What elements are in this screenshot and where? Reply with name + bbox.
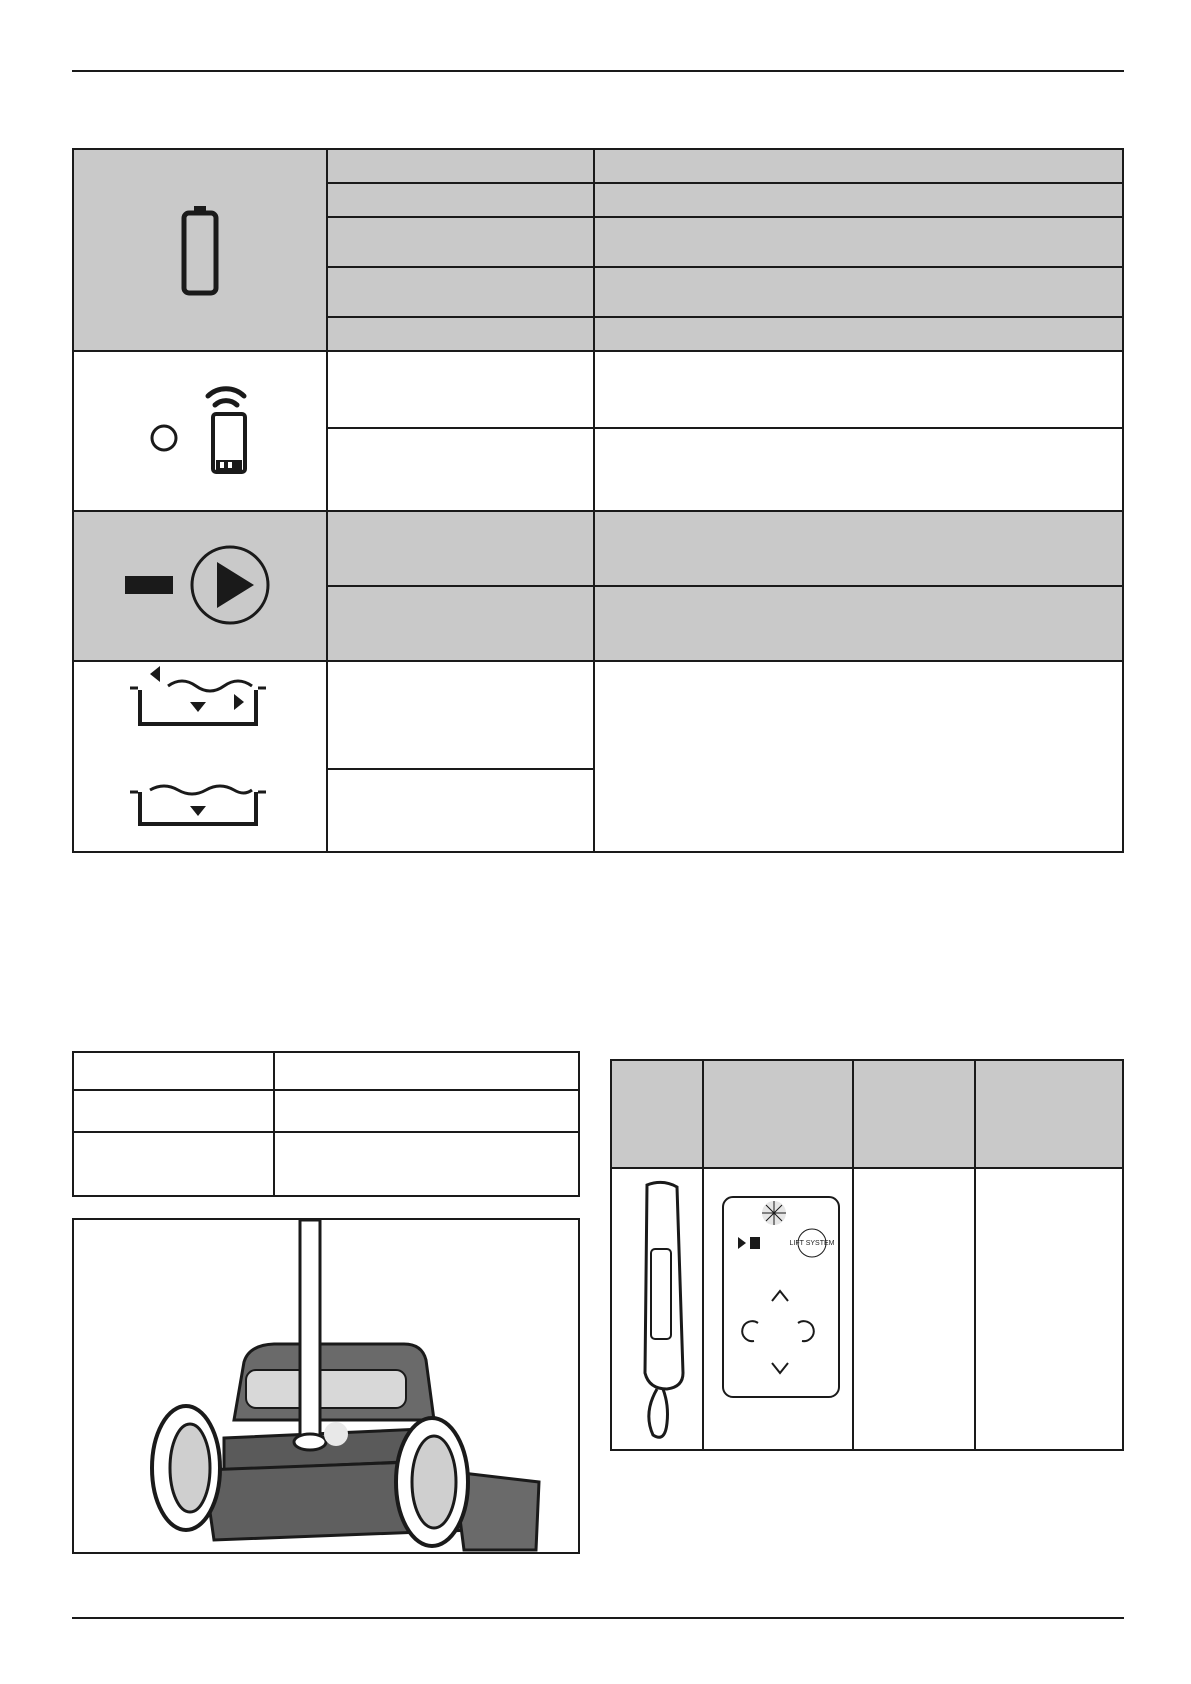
smartphone-icon-cell — [73, 351, 327, 511]
remote-header-4 — [975, 1060, 1123, 1168]
pool-waterline-icon — [120, 662, 280, 832]
play-state-1 — [327, 511, 594, 586]
battery-state-1 — [327, 149, 594, 183]
spec-table — [72, 1051, 580, 1197]
battery-icon — [170, 200, 230, 300]
waterline-icon-cell — [73, 661, 327, 852]
smartphone-wifi-icon — [120, 376, 280, 486]
battery-state-5 — [327, 317, 594, 351]
spec-value-3 — [274, 1132, 579, 1196]
play-state-2 — [327, 586, 594, 661]
spec-label-1 — [73, 1052, 274, 1090]
remote-header-3 — [853, 1060, 975, 1168]
play-icon-cell — [73, 511, 327, 661]
robot-handle-illustration — [72, 1218, 580, 1554]
remote-device-icon — [613, 1173, 701, 1445]
connect-desc-1 — [594, 351, 1123, 428]
mode-state-1 — [327, 661, 594, 769]
play-desc-2 — [594, 586, 1123, 661]
remote-control-table — [610, 1059, 1124, 1451]
connect-state-2 — [327, 428, 594, 511]
battery-desc-2 — [594, 183, 1123, 217]
remote-keypad-icon — [708, 1173, 848, 1445]
battery-desc-5 — [594, 317, 1123, 351]
battery-desc-4 — [594, 267, 1123, 317]
battery-icon-cell — [73, 149, 327, 351]
battery-desc-3 — [594, 217, 1123, 267]
remote-device-cell — [611, 1168, 703, 1450]
play-button-icon — [120, 538, 280, 634]
spec-label-3 — [73, 1132, 274, 1196]
remote-desc-cell — [975, 1168, 1123, 1450]
remote-function-cell — [853, 1168, 975, 1450]
battery-state-2 — [327, 183, 594, 217]
status-indicator-table — [72, 148, 1124, 853]
spec-value-1 — [274, 1052, 579, 1090]
battery-state-4 — [327, 267, 594, 317]
mode-desc — [594, 661, 1123, 852]
lift-system-label: LIFT SYSTEM — [789, 1240, 835, 1247]
remote-header-2 — [703, 1060, 853, 1168]
connect-state-1 — [327, 351, 594, 428]
header-rule — [72, 70, 1124, 72]
play-desc-1 — [594, 511, 1123, 586]
battery-state-3 — [327, 217, 594, 267]
mode-state-2 — [327, 769, 594, 852]
remote-header-1 — [611, 1060, 703, 1168]
pool-robot-figure — [74, 1220, 578, 1552]
spec-value-2 — [274, 1090, 579, 1132]
battery-desc-1 — [594, 149, 1123, 183]
spec-label-2 — [73, 1090, 274, 1132]
connect-desc-2 — [594, 428, 1123, 511]
remote-keypad-cell — [703, 1168, 853, 1450]
footer-rule — [72, 1617, 1124, 1619]
